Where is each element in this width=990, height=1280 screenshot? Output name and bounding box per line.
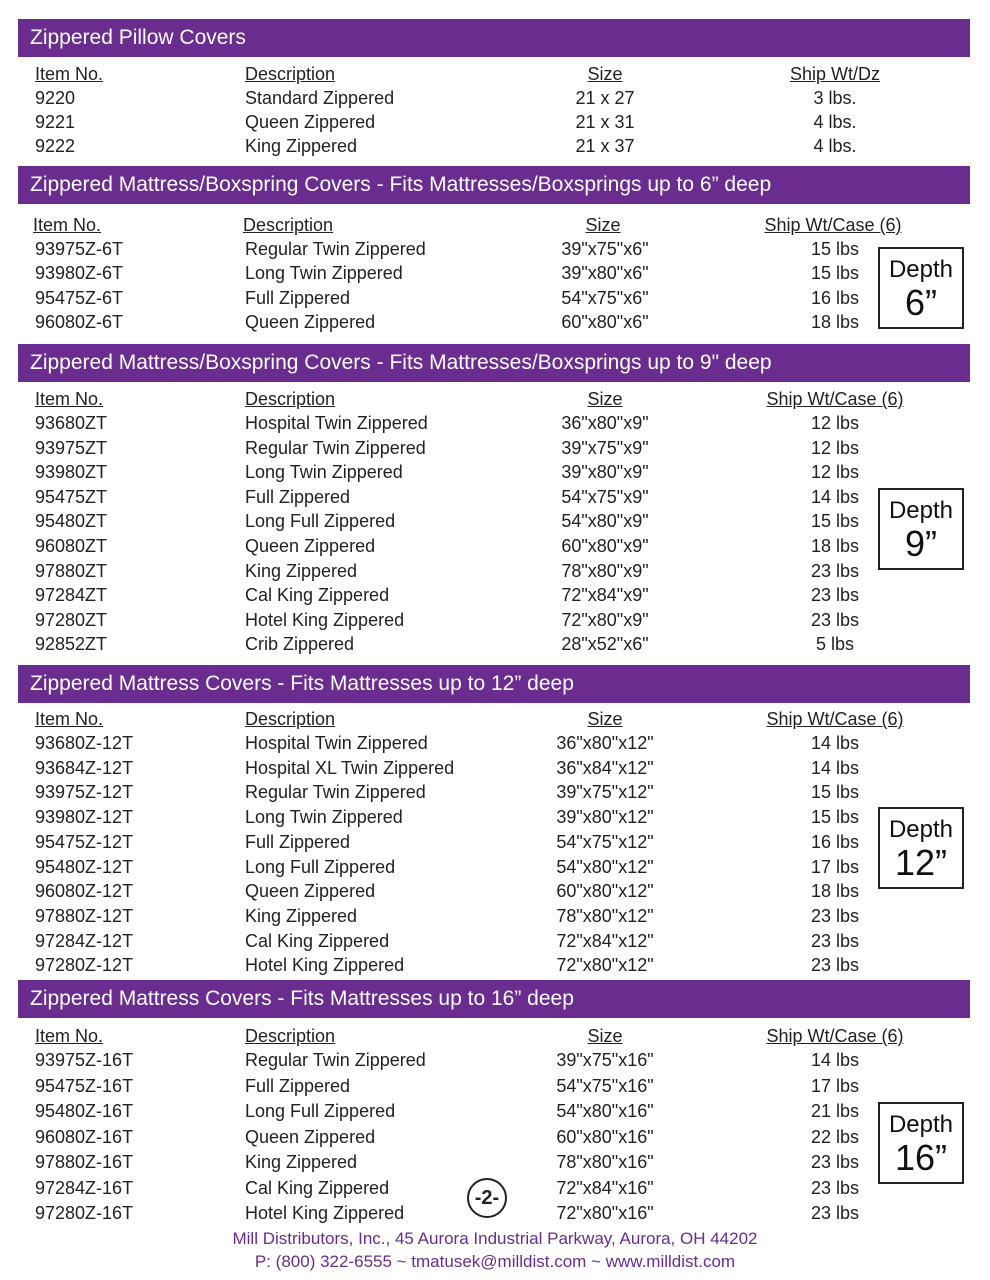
- item-number: 97284ZT: [35, 585, 108, 605]
- item-description: Cal King Zippered: [245, 585, 390, 605]
- depth-badge-9: [878, 488, 964, 570]
- table-row: [0, 953, 990, 977]
- item-ship-weight: 14 lbs: [810, 733, 860, 753]
- table-row: [0, 460, 990, 484]
- table-row: [0, 286, 990, 310]
- table-row: [0, 1150, 990, 1174]
- table-header: [0, 707, 990, 731]
- item-number: 93975ZT: [35, 438, 108, 458]
- item-number: 97880Z-12T: [35, 906, 134, 926]
- col-size-header: Size: [587, 1026, 623, 1046]
- item-ship-weight: 12 lbs: [810, 462, 860, 482]
- item-size: 72"x80"x16": [556, 1203, 654, 1223]
- item-description: Queen Zippered: [245, 112, 376, 132]
- item-number: 97284Z-16T: [35, 1178, 134, 1198]
- item-ship-weight: 16 lbs: [810, 832, 860, 852]
- col-item-header: Item No.: [35, 389, 104, 409]
- item-description: Full Zippered: [245, 487, 351, 507]
- item-number: 97880ZT: [35, 561, 108, 581]
- depth-value: 6”: [904, 282, 937, 323]
- col-ship-weight-header: Ship Wt/Case (6): [766, 389, 904, 409]
- item-size: 39"x75"x16": [556, 1050, 654, 1070]
- item-description: Full Zippered: [245, 1076, 351, 1096]
- item-ship-weight: 17 lbs: [810, 857, 860, 877]
- depth-badge-16: [878, 1102, 964, 1184]
- table-row: [0, 237, 990, 261]
- section-title-12in: Zippered Mattress Covers - Fits Mattresses up to 12” deep: [18, 665, 970, 703]
- item-ship-weight: 22 lbs: [810, 1127, 860, 1147]
- item-description: Hotel King Zippered: [245, 955, 405, 975]
- item-number: 95475Z-6T: [35, 288, 124, 308]
- item-number: 97880Z-16T: [35, 1152, 134, 1172]
- item-size: 21 x 37: [575, 136, 635, 156]
- table-row: [0, 904, 990, 928]
- col-ship-weight-header: Ship Wt/Case (6): [766, 1026, 904, 1046]
- item-ship-weight: 18 lbs: [810, 536, 860, 556]
- depth-value: 9”: [904, 523, 937, 564]
- item-size: 72"x80"x9": [561, 610, 649, 630]
- item-number: 95480Z-12T: [35, 857, 134, 877]
- item-description: Regular Twin Zippered: [245, 782, 426, 802]
- table-row: [0, 1099, 990, 1123]
- item-ship-weight: 18 lbs: [810, 312, 860, 332]
- table-row: [0, 134, 990, 158]
- table-header: [0, 213, 990, 237]
- item-ship-weight: 18 lbs: [810, 881, 860, 901]
- item-description: Queen Zippered: [245, 536, 376, 556]
- item-ship-weight: 12 lbs: [810, 438, 860, 458]
- col-ship-weight-header: Ship Wt/Dz: [789, 64, 881, 84]
- col-size-header: Size: [587, 709, 623, 729]
- item-size: 36"x84"x12": [556, 758, 654, 778]
- item-description: Queen Zippered: [245, 881, 376, 901]
- table-row: [0, 583, 990, 607]
- item-number: 97280Z-16T: [35, 1203, 134, 1223]
- col-size-header: Size: [587, 389, 623, 409]
- item-ship-weight: 15 lbs: [810, 782, 860, 802]
- item-number: 95480Z-16T: [35, 1101, 134, 1121]
- table-row: [0, 534, 990, 558]
- item-description: King Zippered: [245, 561, 358, 581]
- item-ship-weight: 23 lbs: [810, 1152, 860, 1172]
- col-description-header: Description: [245, 389, 336, 409]
- item-number: 93975Z-16T: [35, 1050, 134, 1070]
- item-description: Long Twin Zippered: [245, 462, 403, 482]
- item-number: 96080Z-16T: [35, 1127, 134, 1147]
- item-size: 54"x80"x16": [556, 1101, 654, 1121]
- table-row: [0, 929, 990, 953]
- item-ship-weight: 14 lbs: [810, 758, 860, 778]
- footer-contact: P: (800) 322-6555 ~ tmatusek@milldist.com ~ www.milldist.com: [254, 1252, 736, 1271]
- item-description: Full Zippered: [245, 832, 351, 852]
- table-header: [0, 387, 990, 411]
- table-header: [0, 62, 990, 86]
- item-size: 72"x84"x9": [561, 585, 649, 605]
- item-size: 54"x80"x9": [561, 511, 649, 531]
- col-ship-weight-header: Ship Wt/Case (6): [766, 709, 904, 729]
- item-size: 54"x75"x16": [556, 1076, 654, 1096]
- item-number: 97284Z-12T: [35, 931, 134, 951]
- item-size: 39"x75"x6": [561, 239, 649, 259]
- item-description: Regular Twin Zippered: [245, 1050, 426, 1070]
- footer-address: Mill Distributors, Inc., 45 Aurora Industrial Parkway, Aurora, OH 44202: [232, 1229, 758, 1248]
- table-row: [0, 509, 990, 533]
- item-ship-weight: 14 lbs: [810, 1050, 860, 1070]
- depth-value: 16”: [894, 1137, 948, 1178]
- item-number: 93680Z-12T: [35, 733, 134, 753]
- section-title-9in: Zippered Mattress/Boxspring Covers - Fits Mattresses/Boxsprings up to 9" deep: [18, 344, 970, 382]
- table-row: [0, 608, 990, 632]
- item-number: 95480ZT: [35, 511, 108, 531]
- item-number: 93684Z-12T: [35, 758, 134, 778]
- table-row: [0, 780, 990, 804]
- depth-badge-6: [878, 247, 964, 329]
- item-number: 95475Z-16T: [35, 1076, 134, 1096]
- item-description: Hotel King Zippered: [245, 1203, 405, 1223]
- item-ship-weight: 12 lbs: [810, 413, 860, 433]
- item-number: 93980Z-6T: [35, 263, 124, 283]
- item-ship-weight: 4 lbs.: [813, 136, 857, 156]
- table-row: [0, 559, 990, 583]
- item-number: 97280Z-12T: [35, 955, 134, 975]
- item-number: 93680ZT: [35, 413, 108, 433]
- col-item-header: Item No.: [33, 215, 102, 235]
- section-title-16in: Zippered Mattress Covers - Fits Mattresses up to 16” deep: [18, 980, 970, 1018]
- item-description: Standard Zippered: [245, 88, 395, 108]
- item-size: 60"x80"x12": [556, 881, 654, 901]
- item-size: 36"x80"x9": [561, 413, 649, 433]
- item-number: 97280ZT: [35, 610, 108, 630]
- item-ship-weight: 16 lbs: [810, 288, 860, 308]
- item-number: 9221: [35, 112, 76, 132]
- item-description: King Zippered: [245, 136, 358, 156]
- item-ship-weight: 23 lbs: [810, 931, 860, 951]
- item-size: 60"x80"x9": [561, 536, 649, 556]
- item-ship-weight: 15 lbs: [810, 807, 860, 827]
- item-ship-weight: 15 lbs: [810, 263, 860, 283]
- item-size: 21 x 27: [575, 88, 635, 108]
- item-number: 9220: [35, 88, 76, 108]
- item-number: 9222: [35, 136, 76, 156]
- col-description-header: Description: [245, 1026, 336, 1046]
- item-ship-weight: 15 lbs: [810, 511, 860, 531]
- item-size: 39"x80"x12": [556, 807, 654, 827]
- item-size: 54"x75"x9": [561, 487, 649, 507]
- table-row: [0, 261, 990, 285]
- item-description: Long Full Zippered: [245, 1101, 396, 1121]
- item-description: Regular Twin Zippered: [245, 438, 426, 458]
- item-ship-weight: 23 lbs: [810, 610, 860, 630]
- table-row: [0, 855, 990, 879]
- item-description: Crib Zippered: [245, 634, 355, 654]
- item-description: Queen Zippered: [245, 312, 376, 332]
- item-description: Regular Twin Zippered: [245, 239, 426, 259]
- item-ship-weight: 23 lbs: [810, 561, 860, 581]
- item-description: Hotel King Zippered: [245, 610, 405, 630]
- item-description: Cal King Zippered: [245, 1178, 390, 1198]
- col-ship-weight-header: Ship Wt/Case (6): [764, 215, 902, 235]
- item-description: King Zippered: [245, 906, 358, 926]
- item-description: Full Zippered: [245, 288, 351, 308]
- item-description: Hospital XL Twin Zippered: [245, 758, 455, 778]
- table-row: [0, 485, 990, 509]
- item-description: King Zippered: [245, 1152, 358, 1172]
- item-size: 39"x75"x12": [556, 782, 654, 802]
- item-ship-weight: 15 lbs: [810, 239, 860, 259]
- section-title-6in: Zippered Mattress/Boxspring Covers - Fits Mattresses/Boxsprings up to 6” deep: [18, 166, 970, 204]
- item-number: 96080Z-12T: [35, 881, 134, 901]
- table-row: [0, 86, 990, 110]
- item-size: 28"x52"x6": [561, 634, 649, 654]
- depth-label: Depth: [888, 1111, 954, 1138]
- depth-badge-12: [878, 807, 964, 889]
- col-item-header: Item No.: [35, 1026, 104, 1046]
- table-row: [0, 411, 990, 435]
- item-number: 93975Z-12T: [35, 782, 134, 802]
- item-size: 54"x75"x12": [556, 832, 654, 852]
- table-header: [0, 1024, 990, 1048]
- item-ship-weight: 14 lbs: [810, 487, 860, 507]
- item-description: Long Twin Zippered: [245, 263, 403, 283]
- item-description: Long Full Zippered: [245, 511, 396, 531]
- col-size-header: Size: [585, 215, 621, 235]
- col-description-header: Description: [243, 215, 334, 235]
- col-item-header: Item No.: [35, 64, 104, 84]
- table-row: [0, 1048, 990, 1072]
- item-number: 95475Z-12T: [35, 832, 134, 852]
- item-ship-weight: 4 lbs.: [813, 112, 857, 132]
- col-description-header: Description: [245, 709, 336, 729]
- item-size: 72"x84"x12": [556, 931, 654, 951]
- col-description-header: Description: [245, 64, 336, 84]
- item-size: 39"x80"x9": [561, 462, 649, 482]
- item-ship-weight: 23 lbs: [810, 955, 860, 975]
- depth-value: 12”: [894, 842, 948, 883]
- item-ship-weight: 5 lbs: [815, 634, 855, 654]
- item-size: 54"x80"x12": [556, 857, 654, 877]
- item-size: 60"x80"x6": [561, 312, 649, 332]
- item-size: 72"x84"x16": [556, 1178, 654, 1198]
- item-ship-weight: 23 lbs: [810, 585, 860, 605]
- item-size: 36"x80"x12": [556, 733, 654, 753]
- item-number: 96080ZT: [35, 536, 108, 556]
- item-description: Cal King Zippered: [245, 931, 390, 951]
- table-row: [0, 830, 990, 854]
- item-description: Long Twin Zippered: [245, 807, 403, 827]
- item-number: 95475ZT: [35, 487, 108, 507]
- item-ship-weight: 21 lbs: [810, 1101, 860, 1121]
- table-row: [0, 632, 990, 656]
- table-row: [0, 805, 990, 829]
- table-row: [0, 1125, 990, 1149]
- item-number: 96080Z-6T: [35, 312, 124, 332]
- table-row: [0, 310, 990, 334]
- item-ship-weight: 17 lbs: [810, 1076, 860, 1096]
- item-size: 78"x80"x9": [561, 561, 649, 581]
- item-size: 21 x 31: [575, 112, 635, 132]
- table-row: [0, 436, 990, 460]
- col-size-header: Size: [587, 64, 623, 84]
- item-number: 93975Z-6T: [35, 239, 124, 259]
- item-description: Queen Zippered: [245, 1127, 376, 1147]
- depth-label: Depth: [888, 256, 954, 283]
- item-ship-weight: 23 lbs: [810, 906, 860, 926]
- item-size: 78"x80"x12": [556, 906, 654, 926]
- item-description: Hospital Twin Zippered: [245, 413, 428, 433]
- table-row: [0, 1074, 990, 1098]
- item-ship-weight: 23 lbs: [810, 1203, 860, 1223]
- item-size: 39"x80"x6": [561, 263, 649, 283]
- item-size: 60"x80"x16": [556, 1127, 654, 1147]
- table-row: [0, 756, 990, 780]
- depth-label: Depth: [888, 816, 954, 843]
- item-description: Long Full Zippered: [245, 857, 396, 877]
- depth-label: Depth: [888, 497, 954, 524]
- item-size: 78"x80"x16": [556, 1152, 654, 1172]
- item-description: Hospital Twin Zippered: [245, 733, 428, 753]
- item-size: 72"x80"x12": [556, 955, 654, 975]
- section-title-pillow-covers: Zippered Pillow Covers: [18, 19, 970, 57]
- table-row: [0, 110, 990, 134]
- page-number: -2-: [467, 1178, 507, 1218]
- item-size: 39"x75"x9": [561, 438, 649, 458]
- item-number: 93980ZT: [35, 462, 108, 482]
- table-row: [0, 879, 990, 903]
- item-size: 54"x75"x6": [561, 288, 649, 308]
- table-row: [0, 731, 990, 755]
- col-item-header: Item No.: [35, 709, 104, 729]
- item-ship-weight: 23 lbs: [810, 1178, 860, 1198]
- item-number: 92852ZT: [35, 634, 108, 654]
- item-ship-weight: 3 lbs.: [813, 88, 857, 108]
- item-number: 93980Z-12T: [35, 807, 134, 827]
